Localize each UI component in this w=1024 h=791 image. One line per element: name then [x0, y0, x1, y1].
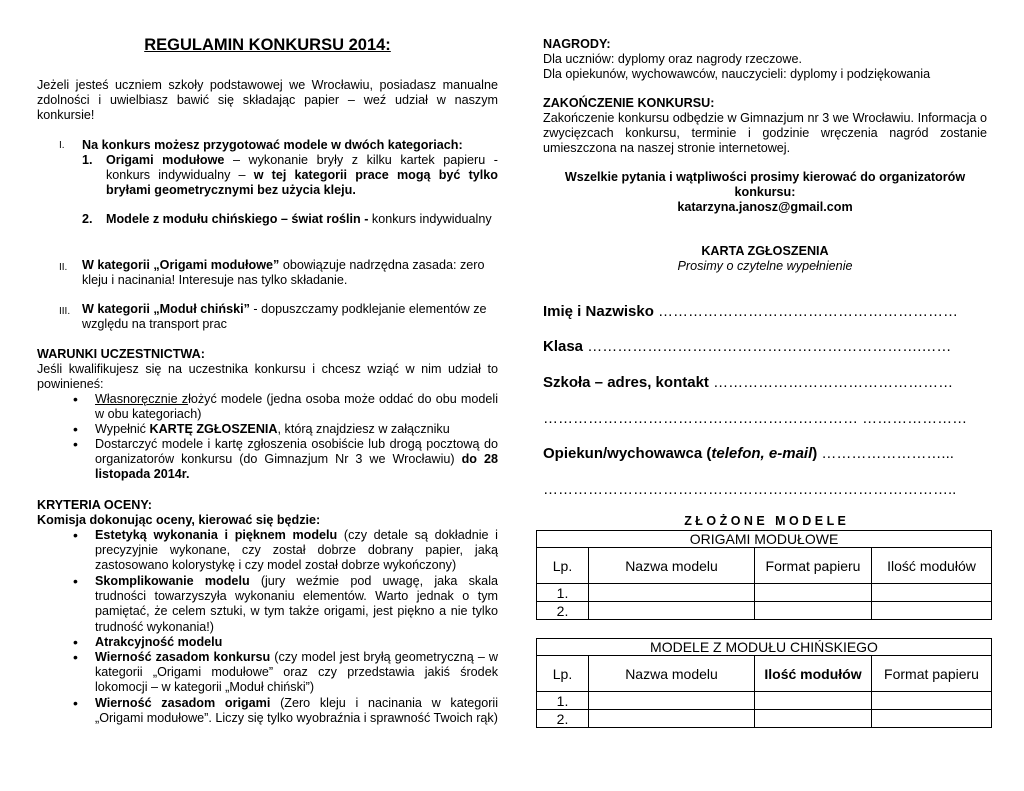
field-dots: …………………………………………………… — [653, 303, 959, 320]
field-label-end: ) — [812, 445, 818, 462]
table-header: Format papieru — [872, 656, 992, 692]
category-desc — [106, 212, 498, 227]
table-row — [537, 584, 992, 602]
criteria-subheading: Komisja dokonując oceny, kierować się będzie: — [37, 513, 321, 527]
table-cell[interactable] — [589, 602, 755, 620]
bullet-icon: • — [73, 527, 78, 543]
contact-email[interactable]: katarzyna.janosz@gmail.com — [677, 200, 853, 214]
section-number: I. — [59, 140, 65, 151]
conditions-intro: Jeśli kwalifikujesz się na uczestnika konkursu i chcesz wziąć w nim udział to powinieneś: — [37, 362, 498, 392]
category-name: Origami modułowe — [106, 153, 225, 167]
condition-item — [37, 392, 498, 422]
table-header: Lp. — [537, 656, 589, 692]
ending-text: Zakończenie konkursu odbędzie w Gimnazjum nr 3 we Wrocławiu. Informacja o zwycięzcach konkursu, terminie i godzinie wręczenia nagród zostanie umieszczona na naszej stronie internetowej. — [543, 111, 987, 156]
criteria-heading: KRYTERIA OCENY: — [37, 498, 152, 512]
condition-item — [37, 422, 498, 437]
criteria-item — [37, 696, 498, 726]
table-header: Ilość modułów — [755, 656, 872, 692]
item-bold: KARTĘ ZGŁOSZENIA — [149, 422, 278, 436]
bullet-icon: • — [73, 391, 78, 407]
section-number: II. — [59, 262, 68, 273]
awards-students: Dla uczniów: dyplomy oraz nagrody rzeczowe. — [543, 52, 802, 66]
section-body: obowiązuje nadrzędna zasada: zero kleju i nacinania! Interesuje nas tylko składanie. — [82, 258, 485, 288]
school-field-cont[interactable] — [543, 411, 967, 426]
table-header: Ilość modułów — [872, 548, 992, 584]
form-title: KARTA ZGŁOSZENIA — [701, 244, 829, 258]
table-cell[interactable] — [589, 584, 755, 602]
table-title: ORIGAMI MODUŁOWE — [537, 531, 992, 548]
condition-item — [37, 437, 498, 483]
table-cell[interactable] — [755, 710, 872, 728]
criteria-item — [37, 574, 498, 635]
item-text: (czy detale są dokładnie i precyzyjnie wykonane, czy został dobrze dobrany papier, jaką zastosowano kolorystykę i czy model został dobrze wykończony) — [95, 528, 498, 573]
field-dots: ……………………………………………………… ………………… — [543, 410, 968, 427]
item-text: Wypełnić — [95, 422, 150, 436]
category-desc — [106, 153, 498, 199]
table-header: Nazwa modelu — [589, 548, 755, 584]
section-body: - dopuszczamy podklejanie elementów ze względu na transport prac — [82, 302, 487, 332]
field-label: Klasa — [543, 338, 584, 355]
bullet-icon: • — [73, 573, 78, 589]
table-cell[interactable] — [589, 710, 755, 728]
intro-paragraph: Jeżeli jesteś uczniem szkoły podstawowej we Wrocławiu, posiadasz manualne zdolności i uwielbiasz bawić się składając papier – weź udział w naszym konkursie! — [37, 78, 498, 123]
awards-teachers: Dla opiekunów, wychowawców, nauczycieli: dyplomy i podziękowania — [543, 67, 931, 81]
row-number: 1. — [537, 584, 589, 602]
category-name: Modele z modułu chińskiego – świat roślin - — [106, 212, 369, 226]
conditions-heading: WARUNKI UCZESTNICTWA: — [37, 347, 205, 361]
table-cell[interactable] — [872, 692, 992, 710]
school-field[interactable] — [543, 375, 953, 390]
table-cell[interactable] — [755, 602, 872, 620]
item-text: (czy model jest bryłą geometryczną – w kategorii „Origami modułowe” oraz czy przedstawia jakiś środek lokomocji – w kategorii „Moduł chiński”) — [95, 650, 498, 695]
table-header: Format papieru — [755, 548, 872, 584]
table-cell[interactable] — [872, 584, 992, 602]
field-dots: ………………………………………………………….…… — [583, 338, 952, 355]
item-bold: do 28 listopada 2014r. — [95, 452, 498, 482]
row-number: 2. — [537, 710, 589, 728]
section-3 — [37, 302, 498, 332]
category-text: – wykonanie bryły z kilku kartek papieru - konkurs indywidualny – — [106, 153, 498, 183]
item-text: (Zero kleju i nacinania w kategorii „Origami modułowe”. Liczy się tylko wyobraźnia i sprawność Twoich rąk) — [95, 696, 498, 726]
class-field[interactable] — [543, 339, 951, 354]
field-label: Opiekun/wychowawca ( — [543, 445, 712, 462]
bullet-icon: • — [73, 634, 78, 650]
criteria-item — [37, 650, 498, 696]
field-dots: ……………………... — [817, 445, 954, 462]
category-rule: w tej kategorii prace mogą być tylko bryłami geometrycznymi bez użycia kleju. — [106, 168, 498, 198]
chinese-module-table — [536, 638, 992, 728]
page-title: REGULAMIN KONKURSU 2014: — [144, 36, 391, 54]
underlined-text: Własnoręcznie z — [95, 392, 189, 406]
table-header: Lp. — [537, 548, 589, 584]
item-bold: Wierność zasadom konkursu — [95, 650, 271, 664]
item-bold: Wierność zasadom origami — [95, 696, 271, 710]
table-header: Nazwa modelu — [589, 656, 755, 692]
table-cell[interactable] — [589, 692, 755, 710]
section-lead: W kategorii „Origami modułowe” — [82, 258, 280, 272]
awards-heading: NAGRODY: — [543, 37, 611, 51]
guardian-field[interactable] — [543, 446, 954, 461]
table-title: MODELE Z MODUŁU CHIŃSKIEGO — [537, 639, 992, 656]
section-text — [82, 302, 498, 332]
criteria-item — [37, 528, 498, 574]
bullet-icon: • — [73, 436, 78, 452]
bullet-icon: • — [73, 421, 78, 437]
field-label-italic: telefon, e-mail — [711, 445, 813, 462]
section-number: III. — [59, 306, 71, 317]
section-2 — [37, 258, 498, 288]
section-lead: W kategorii „Moduł chiński” — [82, 302, 250, 316]
form-subtitle: Prosimy o czytelne wypełnienie — [677, 259, 853, 273]
item-text: Dostarczyć modele i kartę zgłoszenia osobiście lub drogą pocztową do organizatorów konkursu (do Gimnazjum Nr 3 we Wrocławiu) — [95, 437, 498, 467]
item-text: łożyć modele (jedna osoba może oddać do obu modeli w obu kategoriach) — [95, 392, 498, 422]
row-number: 1. — [537, 692, 589, 710]
bullet-icon: • — [73, 649, 78, 665]
ending-heading: ZAKOŃCZENIE KONKURSU: — [543, 96, 715, 110]
category-1 — [37, 153, 498, 199]
category-2 — [37, 212, 498, 227]
origami-table — [536, 530, 992, 620]
item-bold: Atrakcyjność modelu — [95, 635, 223, 649]
models-heading: Z Ł O Ż O N E M O D E L E — [684, 514, 846, 528]
table-cell[interactable] — [755, 584, 872, 602]
item-text: , którą znajdziesz w załączniku — [277, 422, 450, 436]
row-number: 2. — [537, 602, 589, 620]
section-text — [82, 258, 498, 288]
field-label: Imię i Nazwisko — [543, 303, 654, 320]
questions-text: Wszelkie pytania i wątpliwości prosimy kierować do organizatorów konkursu: — [564, 170, 966, 200]
guardian-field-cont[interactable] — [543, 482, 956, 497]
category-number: 1. — [82, 153, 93, 167]
item-bold: Estetyką wykonania i pięknem modelu — [95, 528, 338, 542]
bullet-icon: • — [73, 695, 78, 711]
item-text: (jury weźmie pod uwagę, jaka skala trudności towarzyszyła wykonaniu elementów. Warto jednak o tym pamiętać, że celem sztuki, w tym także origami, jest piękno a nie tylko trudność wykonania!) — [95, 574, 498, 634]
table-row — [537, 692, 992, 710]
category-number: 2. — [82, 212, 93, 226]
category-text: konkurs indywidualny — [368, 212, 492, 226]
table-cell[interactable] — [872, 710, 992, 728]
name-field[interactable] — [543, 304, 958, 319]
field-dots: ………………………………………… — [708, 374, 954, 391]
field-dots: ……………………………………………………………………….. — [543, 481, 957, 498]
field-label: Szkoła – adres, kontakt — [543, 374, 709, 391]
table-cell[interactable] — [755, 692, 872, 710]
table-cell[interactable] — [872, 602, 992, 620]
table-row — [537, 710, 992, 728]
table-row — [537, 602, 992, 620]
section-text: Na konkurs możesz przygotować modele w dwóch kategoriach: — [82, 138, 463, 152]
item-bold: Skomplikowanie modelu — [95, 574, 250, 588]
criteria-item — [37, 635, 498, 650]
